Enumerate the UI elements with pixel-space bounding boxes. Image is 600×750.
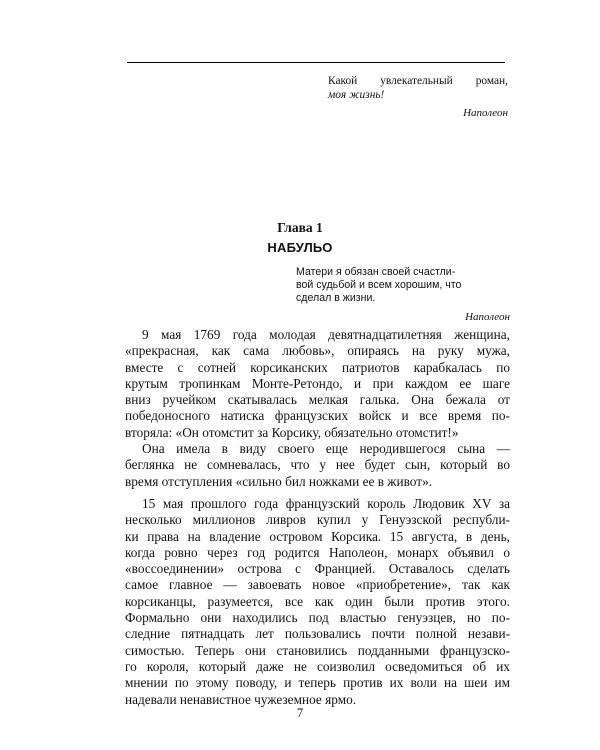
text-line: вместе с сотней корсиканских патриотов карабкалась по — [125, 359, 510, 375]
epigraph-chapter-author: Наполеон — [465, 311, 510, 323]
text-line: мнении по этому поводу, и теперь против их воли на шеи им — [125, 675, 510, 691]
text-line: время отступления «сильно бил ножками ее в живот». — [125, 473, 433, 489]
text-line: вниз ручейком скатывалась мелкая галька. Она бежала от — [125, 392, 510, 408]
text-line: 9 мая 1769 года молодая девятнадцатилетняя женщина, — [142, 327, 510, 342]
text-line: вторяла: «Он отомстит за Корсику, обязательно отомстит!» — [125, 424, 459, 440]
text-line: надевали ненавистное чужеземное ярмо. — [125, 691, 357, 707]
text-line: когда ровно через год родится Наполеон, монарх объявил о — [125, 544, 510, 560]
text-line: самое главное — завоевать новое «приобретение», так как — [125, 577, 510, 593]
text-line: следние пятнадцать лет пользовались почти полной незави- — [125, 626, 510, 642]
epigraph-chapter-line-1: Матери я обязан своей счастли- — [296, 266, 456, 278]
text-line: симостью. Теперь они становились подданными французско- — [125, 642, 510, 658]
text-line: крутым тропинкам Монте-Ретондо, и при каждом ее шаге — [125, 375, 510, 391]
epigraph-top — [328, 74, 508, 120]
top-rule — [127, 62, 505, 63]
chapter-title: НАБУЛЬО — [267, 240, 333, 255]
text-line: беглянка не сомневалась, что у нее будет сын, который во — [125, 457, 510, 473]
text-line: ки права на владение островом Корсика. 15 августа, в день, — [125, 528, 510, 544]
epigraph-chapter-line-2: вой судьбой и всем хорошим, что — [296, 279, 462, 291]
body-text-block-2 — [125, 496, 510, 708]
epigraph-chapter — [296, 266, 510, 324]
text-line: Формально они находились под властью генуэзцев, но по- — [125, 610, 510, 626]
epigraph-top-line-2: моя жизнь! — [328, 89, 385, 101]
text-line: 15 мая прошлого года французский король Людовик XV за — [142, 496, 510, 511]
page-number: 7 — [296, 706, 304, 720]
text-line: Она имела в виду своего еще неродившегося сына — — [142, 441, 510, 457]
text-line: победоносного натиска французских войск и все время по- — [125, 408, 510, 424]
body-text-block-1 — [125, 327, 510, 490]
epigraph-chapter-line-3: сделал в жизни. — [296, 292, 376, 304]
epigraph-top-line-1: Какой увлекательный роман, — [328, 75, 508, 87]
chapter-label: Глава 1 — [277, 220, 323, 235]
epigraph-top-author: Наполеон — [463, 107, 508, 119]
text-line: корсиканцы, разумеется, все как один были против этого. — [125, 593, 510, 609]
text-line: «прекрасная, как сама любовь», опираясь на руку мужа, — [125, 343, 510, 359]
text-line: несколько миллионов ливров купил у Генуэзской республи- — [125, 512, 510, 528]
text-line: го короля, который даже не соизволил осведомиться об их — [125, 658, 510, 674]
text-line: «воссоединении» острова с Францией. Оставалось сделать — [125, 561, 510, 577]
